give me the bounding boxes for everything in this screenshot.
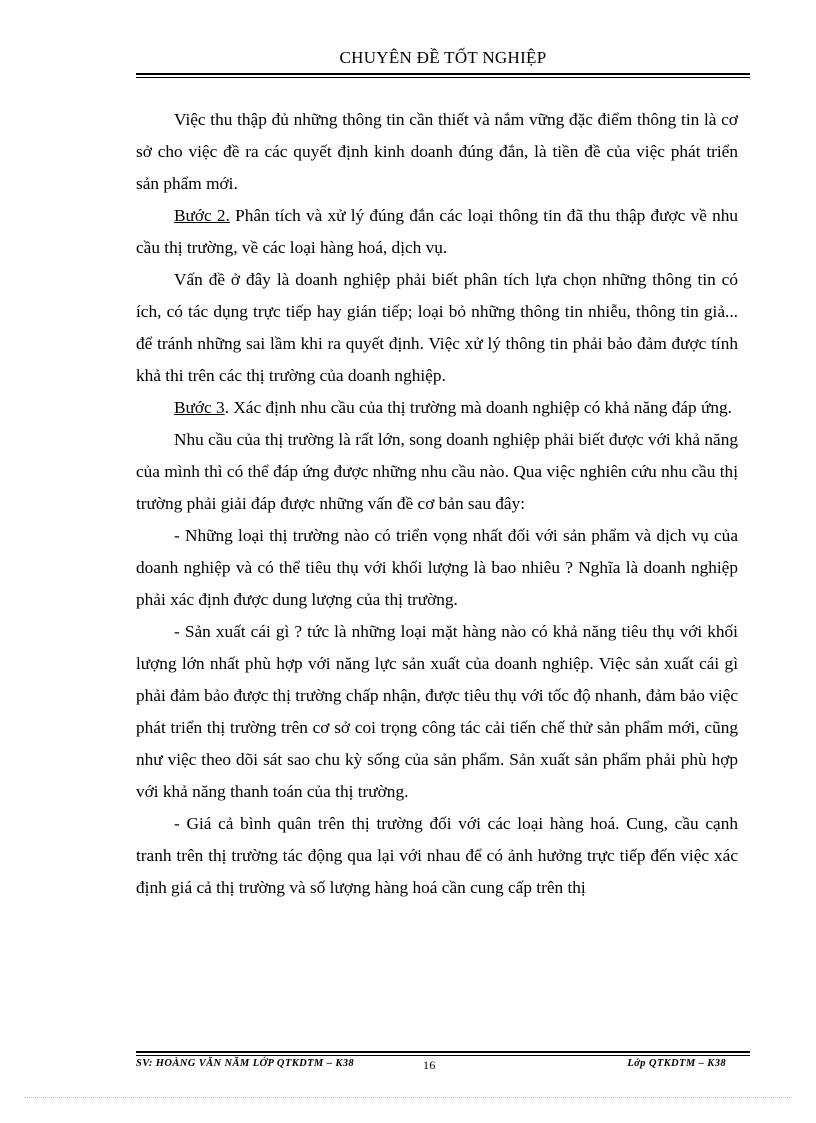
paragraph-text: Nhu cầu của thị trường là rất lớn, song doanh nghiệp phải biết được với khả năng của mình thì có thể đáp ứng được những nhu cầu nào. Qua việc nghiên cứu nhu cầu thị trường phải giải đáp được những vấn đề cơ bản sau đây: xyxy=(136,430,738,513)
list-item xyxy=(136,616,738,808)
body-text xyxy=(136,104,738,904)
page-header-title: CHUYÊN ĐỀ TỐT NGHIỆP xyxy=(339,48,547,67)
list-item xyxy=(136,520,738,616)
paragraph-step-3 xyxy=(136,392,738,424)
paragraph xyxy=(136,424,738,520)
page-footer xyxy=(136,1058,750,1076)
paragraph-text: Phân tích và xử lý đúng đắn các loại thông tin đã thu thập được về nhu cầu thị trường, về các loại hàng hoá, dịch vụ. xyxy=(136,206,739,257)
footer-student-info: SV: HOÀNG VĂN NĂM LỚP QTKDTM – K38 xyxy=(136,1058,355,1069)
paragraph-text: - Giá cả bình quân trên thị trường đối với các loại hàng hoá. Cung, cầu cạnh tranh trên thị trường tác động qua lại với nhau để có ảnh hưởng trực tiếp đến việc xác định giá cả thị trường và số lượng hàng hoá cần cung cấp trên thị xyxy=(136,814,738,897)
footer-class-info: Lớp QTKDTM – K38 xyxy=(627,1058,726,1069)
paragraph xyxy=(136,264,738,392)
paragraph-text: - Những loại thị trường nào có triển vọng nhất đối với sản phẩm và dịch vụ của doanh nghiệp và có thể tiêu thụ với khối lượng là bao nhiêu ? Nghĩa là doanh nghiệp phải xác định được dung lượng của thị trường. xyxy=(136,526,738,609)
page-number: 16 xyxy=(423,1058,436,1072)
step-label: Bước 2. xyxy=(174,206,230,225)
list-item xyxy=(136,808,738,904)
step-label: Bước 3 xyxy=(174,398,225,417)
paragraph-text: . Xác định nhu cầu của thị trường mà doanh nghiệp có khả năng đáp ứng. xyxy=(224,398,732,417)
paragraph xyxy=(136,104,738,200)
paragraph-text: - Sản xuất cái gì ? tức là những loại mặt hàng nào có khả năng tiêu thụ với khối lượng lớn nhất phù hợp với năng lực sản xuất của doanh nghiệp. Việc sản xuất cái gì phải đảm bảo được thị trường chấp nhận, được tiêu thụ với tốc độ nhanh, đảm bảo việc phát triển thị trường trên cơ sở coi trọng công tác cải tiến chế thử sản phẩm mới, cũng như việc theo dõi sát sao chu kỳ sống của sản phẩm. Sản xuất sản phẩm phải phù hợp với khả năng thanh toán của thị trường. xyxy=(136,622,738,801)
paragraph-text: Vấn đề ở đây là doanh nghiệp phải biết phân tích lựa chọn những thông tin có ích, có tác dụng trực tiếp hay gián tiếp; loại bỏ những thông tin nhiễu, thông tin giả... để tránh những sai lầm khi ra quyết định. Việc xử lý thông tin phải bảo đảm được tính khả thi trên các thị trường của doanh nghiệp. xyxy=(136,270,738,385)
paragraph-text: Việc thu thập đủ những thông tin cần thiết và nắm vững đặc điểm thông tin là cơ sở cho việc đề ra các quyết định kinh doanh đúng đắn, là tiền đề của việc phát triển sản phẩm mới. xyxy=(136,110,738,193)
header-rule-thick xyxy=(136,73,750,75)
footer-rule-thin xyxy=(136,1055,750,1056)
footer-rule-thick xyxy=(136,1051,750,1053)
header-rule-thin xyxy=(136,77,750,78)
page-bottom-dotted-line xyxy=(24,1097,792,1098)
paragraph-step-2 xyxy=(136,200,738,264)
